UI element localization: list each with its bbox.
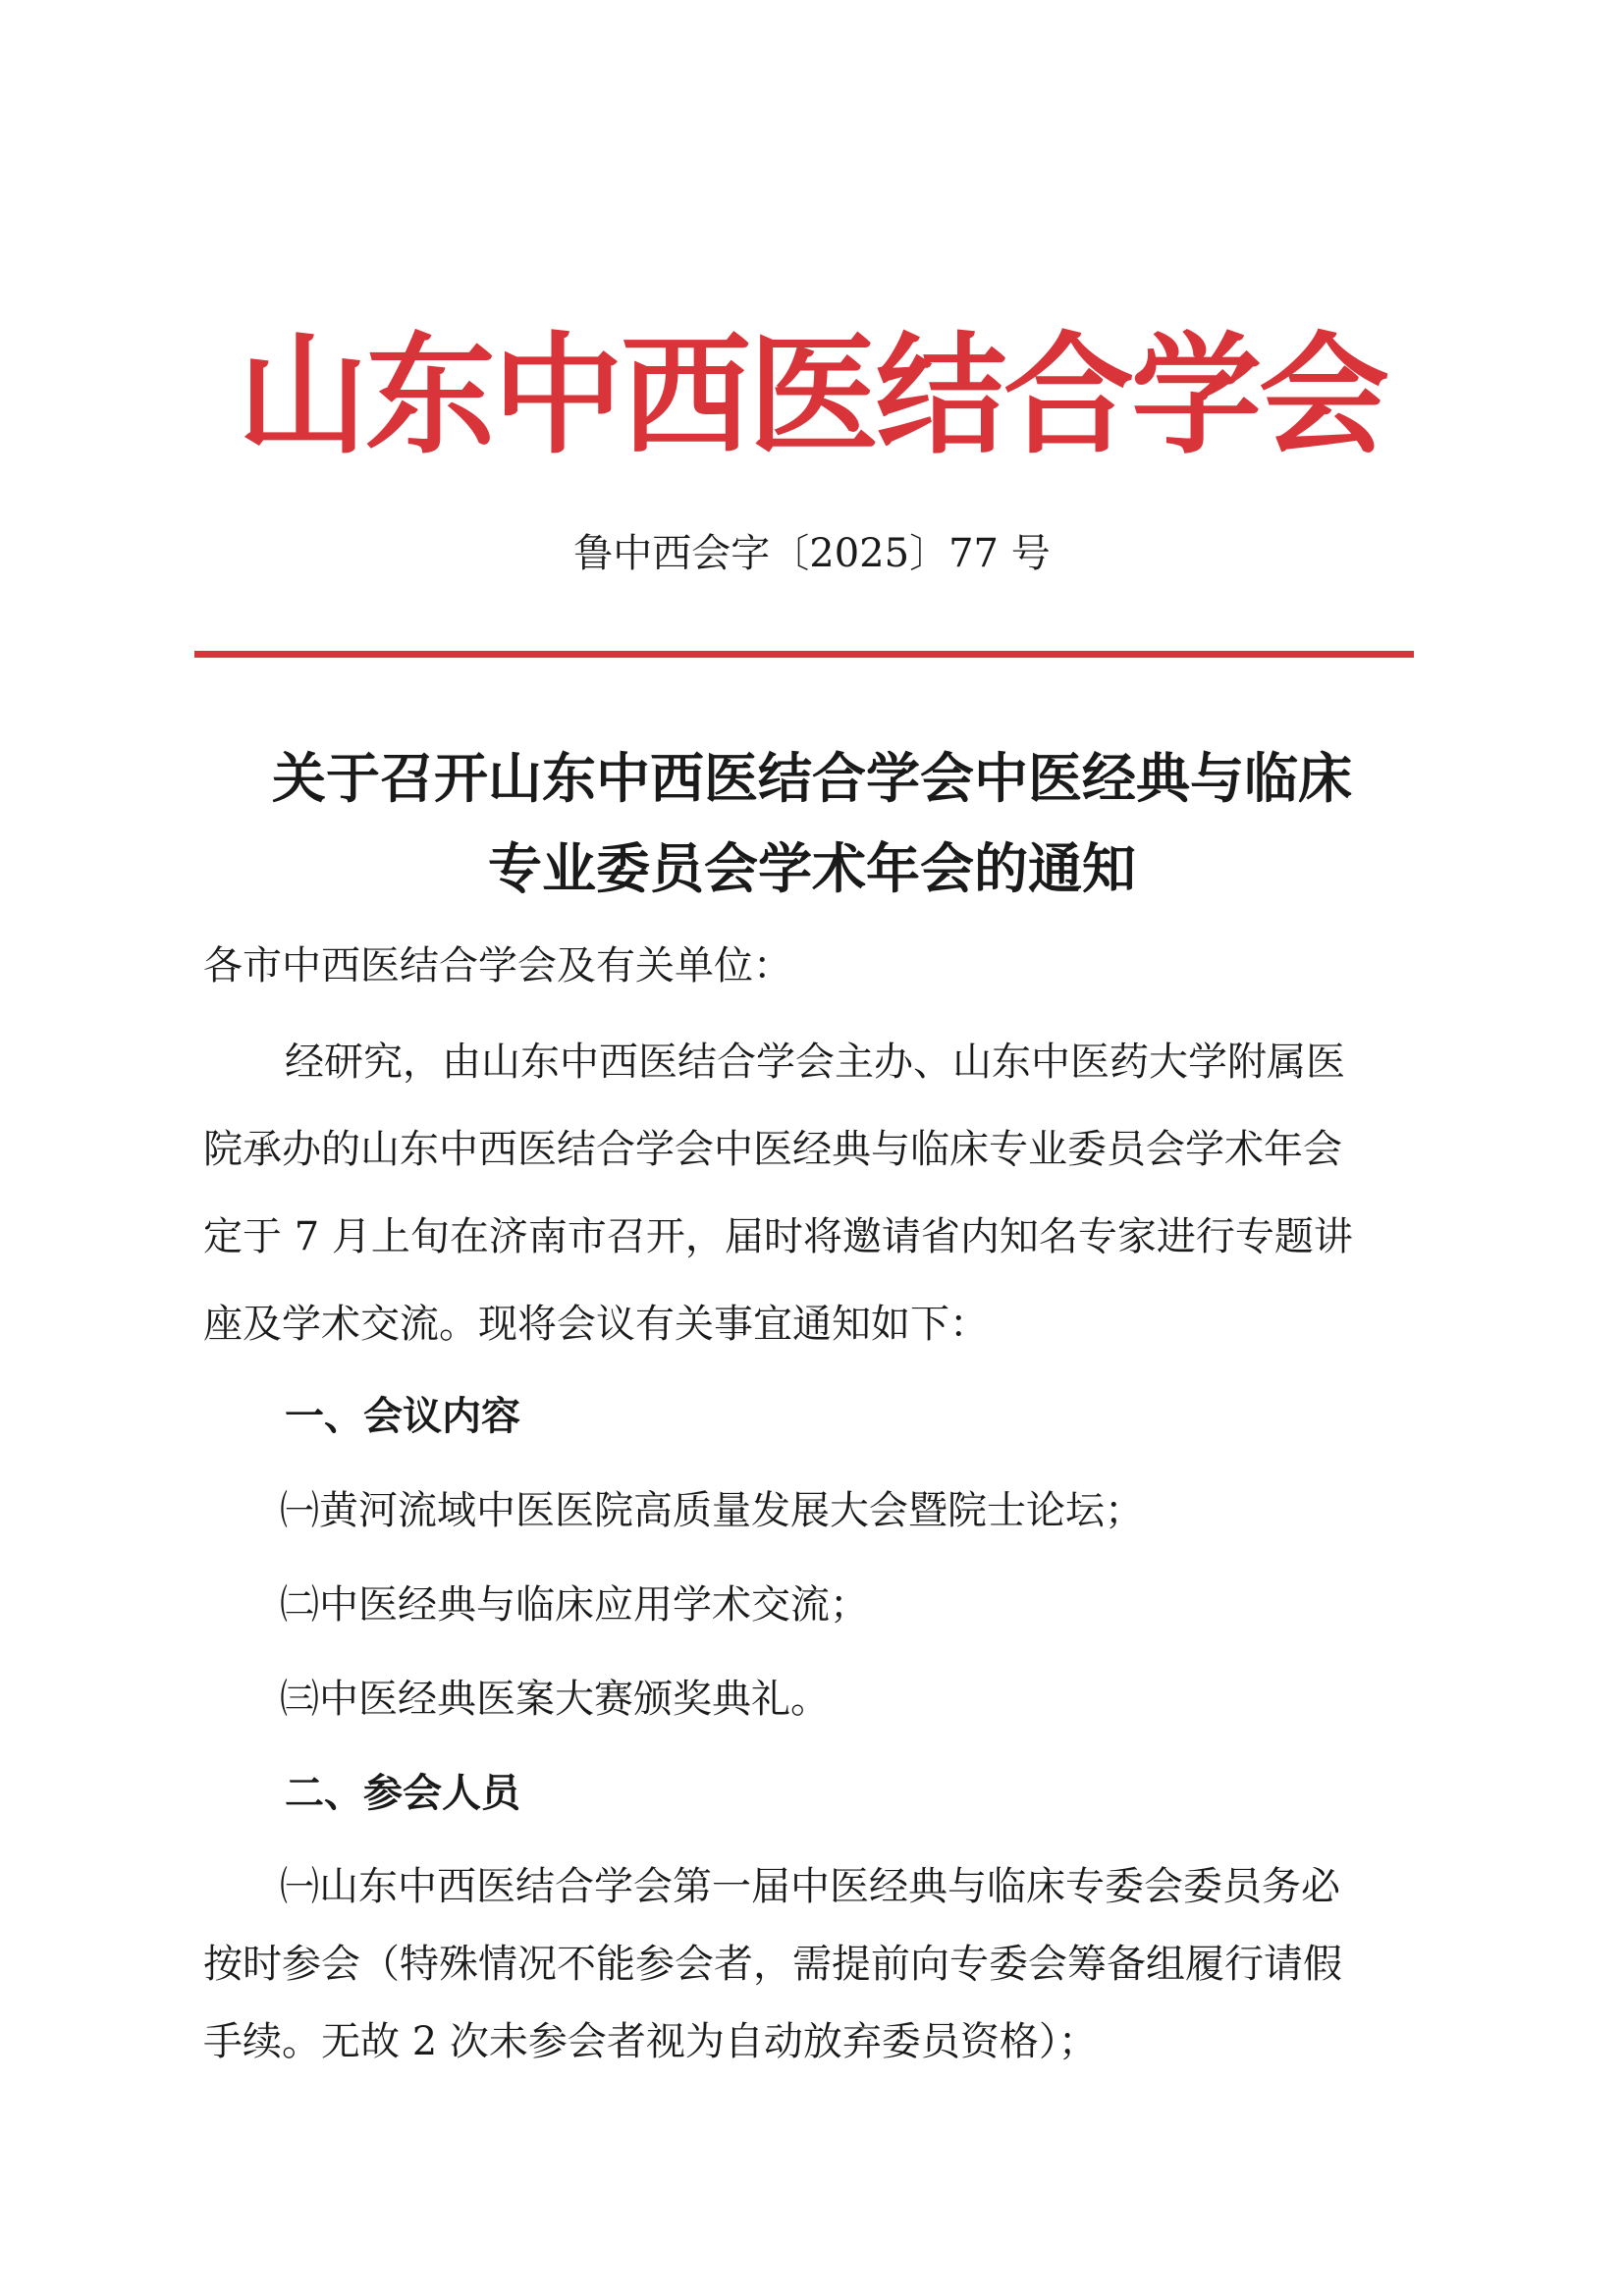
section-2-item-1-line-3: 手续。无故 2 次未参会者视为自动放弃委员资格）； bbox=[203, 2019, 1098, 2064]
notice-title-line-1: 关于召开山东中西医结合学会中医经典与临床 bbox=[271, 746, 1352, 810]
notice-title-line-2: 专业委员会学术年会的通知 bbox=[487, 836, 1136, 900]
section-1-item-1: ㈠黄河流域中医医院高质量发展大会暨院士论坛； bbox=[280, 1488, 1144, 1533]
intro-line-4: 座及学术交流。现将会议有关事宜通知如下： bbox=[203, 1302, 989, 1347]
section-1-heading: 一、会议内容 bbox=[285, 1394, 520, 1439]
section-2-item-1-line-2: 按时参会（特殊情况不能参会者，需提前向专委会筹备组履行请假 bbox=[203, 1942, 1342, 1987]
organization-name-header: 山东中西医结合学会 bbox=[238, 319, 1386, 472]
red-divider-line bbox=[194, 651, 1414, 658]
intro-line-2: 院承办的山东中西医结合学会中医经典与临床专业委员会学术年会 bbox=[203, 1127, 1342, 1172]
section-1-item-3: ㈢中医经典医案大赛颁奖典礼。 bbox=[280, 1677, 830, 1722]
salutation: 各市中西医结合学会及有关单位： bbox=[203, 943, 792, 988]
document-number: 鲁中西会字〔2025〕77 号 bbox=[573, 531, 1051, 576]
intro-line-1: 经研究，由山东中西医结合学会主办、山东中医药大学附属医 bbox=[285, 1040, 1345, 1085]
section-2-heading: 二、参会人员 bbox=[285, 1771, 520, 1816]
section-1-item-2: ㈡中医经典与临床应用学术交流； bbox=[280, 1582, 869, 1628]
section-2-item-1-line-1: ㈠山东中西医结合学会第一届中医经典与临床专委会委员务必 bbox=[280, 1864, 1340, 1909]
intro-line-3: 定于 7 月上旬在济南市召开，届时将邀请省内知名专家进行专题讲 bbox=[203, 1214, 1353, 1259]
